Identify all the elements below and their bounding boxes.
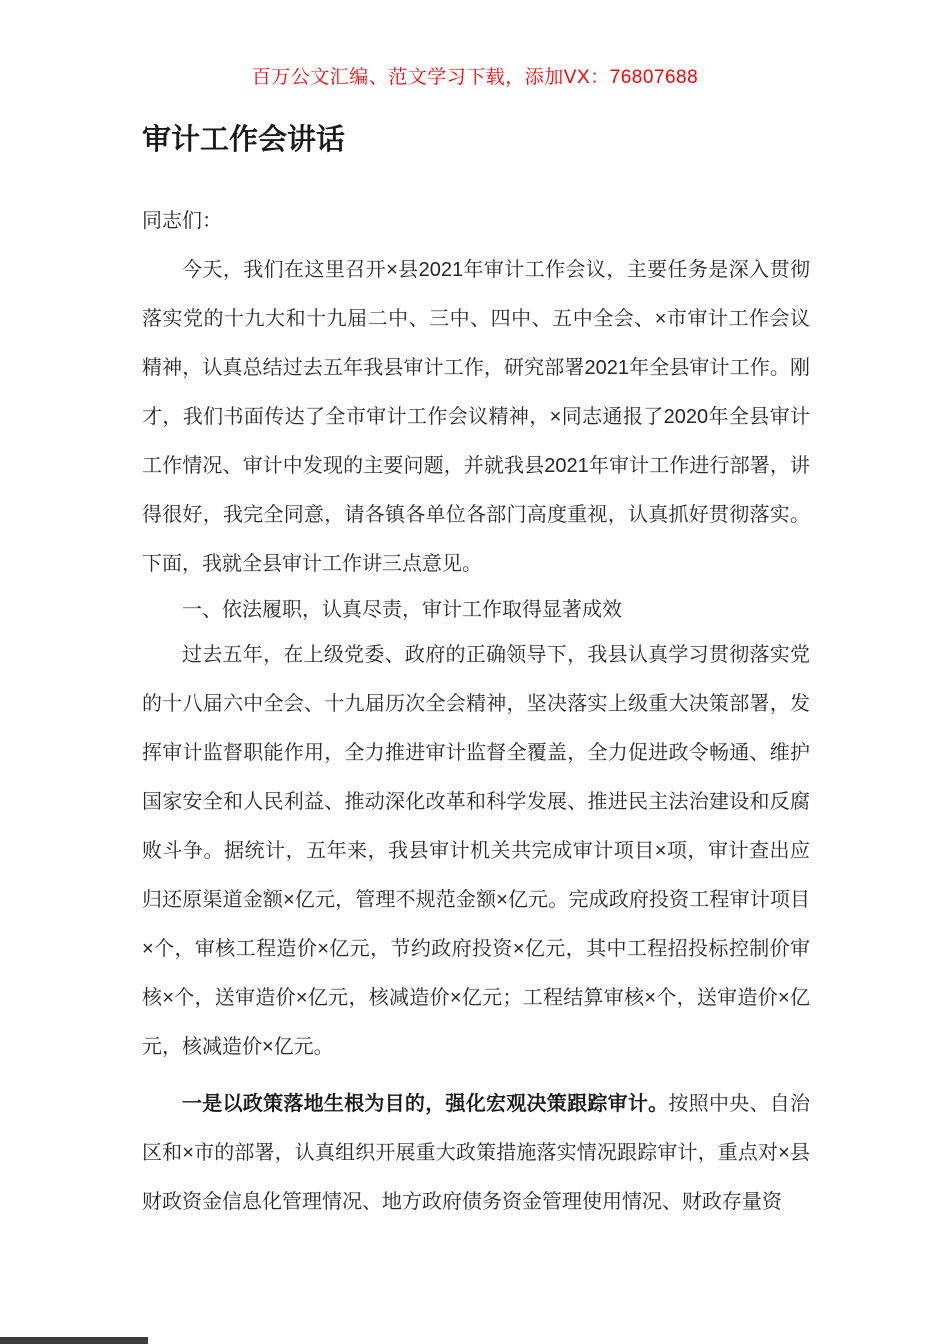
paragraph-policy-rest: 按照中央、自治区和×市的部署，认真组织开展重大政策措施落实情况跟踪审计，重点对×县财政资金信息化管理情况、地方政府债务资金管理使用情况、财政存量资 bbox=[142, 1093, 811, 1213]
paragraph-intro: 今天，我们在这里召开×县2021年审计工作会议，主要任务是深入贯彻落实党的十九大和十九届二中、三中、四中、五中全会、×市审计工作会议精神，认真总结过去五年我县审计工作，研究部署2021年全县审计工作。刚才，我们书面传达了全市审计工作会议精神，×同志通报了2020年全县审计工作情况、审计中发现的主要问题，并就我县2021年审计工作进行部署，讲得很好，我完全同意，请各镇各单位各部门高度重视，认真抓好贯彻落实。下面，我就全县审计工作讲三点意见。 bbox=[142, 259, 810, 575]
paragraph-policy bbox=[142, 1080, 810, 1227]
promo-notice: 百万公文汇编、范文学习下载，添加VX：76807688 bbox=[251, 67, 699, 88]
bottom-edge-artifact bbox=[0, 1337, 148, 1344]
paragraph-achievements: 过去五年，在上级党委、政府的正确领导下，我县认真学习贯彻落实党的十八届六中全会、十九届历次全会精神，坚决落实上级重大决策部署，发挥审计监督职能作用，全力推进审计监督全覆盖，全力促进政令畅通、维护国家安全和人民利益、推动深化改革和科学发展、推进民主法治建设和反腐败斗争。据统计，五年来，我县审计机关共完成审计项目×项，审计查出应归还原渠道金额×亿元，管理不规范金额×亿元。完成政府投资工程审计项目×个，审核工程造价×亿元，节约政府投资×亿元，其中工程招投标控制价审核×个，送审造价×亿元，核减造价×亿元；工程结算审核×个，送审造价×亿元，核减造价×亿元。 bbox=[142, 644, 810, 1058]
document-body bbox=[0, 123, 950, 1227]
salutation: 同志们： bbox=[142, 210, 222, 232]
document-title: 审计工作会讲话 bbox=[142, 124, 346, 156]
paragraph-policy-lead: 一是以政策落地生根为目的，强化宏观决策跟踪审计。 bbox=[182, 1093, 669, 1115]
section-heading: 一、依法履职，认真尽责，审计工作取得显著成效 bbox=[182, 599, 622, 621]
